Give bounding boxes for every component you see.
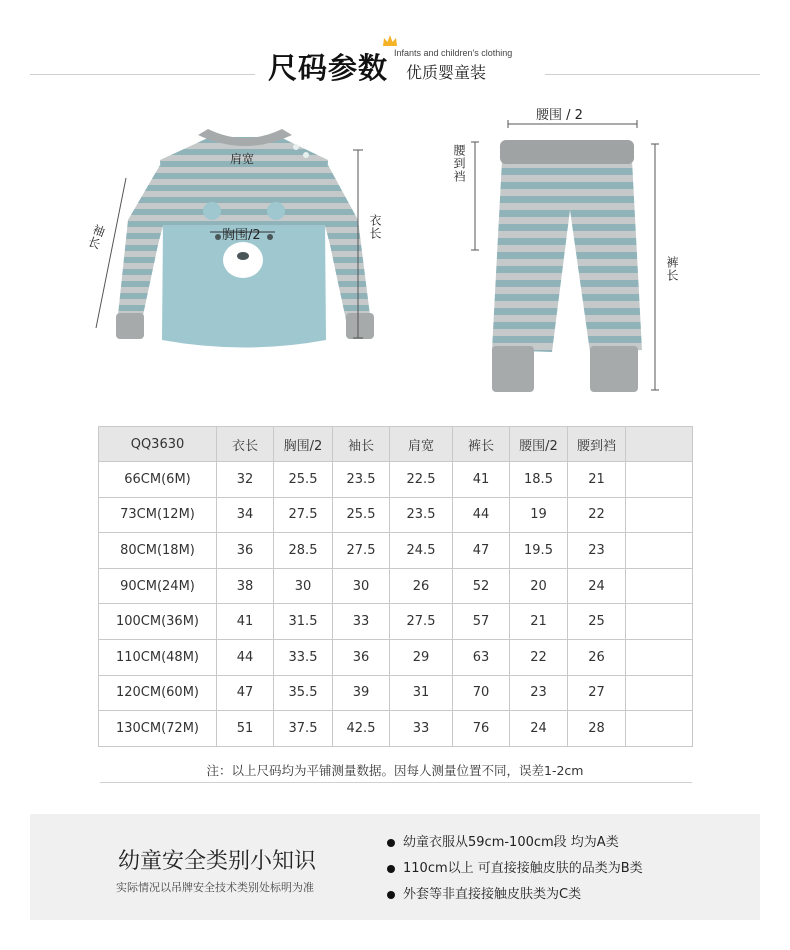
measure-cell: 35.5 <box>274 675 333 711</box>
shoulder-label: 肩宽 <box>230 152 255 166</box>
page-title: 尺码参数 <box>268 51 389 85</box>
pants-length-label: 裤长 <box>665 256 679 282</box>
measure-cell <box>626 533 693 569</box>
measure-cell: 44 <box>453 497 510 533</box>
tips-list-item <box>385 860 643 886</box>
tips-title: 幼童安全类别小知识 <box>118 849 317 874</box>
header-subtitle-en: Infants and children's clothing <box>394 48 513 58</box>
measure-cell: 22.5 <box>390 462 453 498</box>
measure-cell: 36 <box>333 639 390 675</box>
safety-tips-panel <box>30 814 760 920</box>
measure-cell: 28.5 <box>274 533 333 569</box>
table-row <box>99 604 693 640</box>
tips-subtitle: 实际情况以吊牌安全技术类别处标明为准 <box>116 881 314 894</box>
table-row <box>99 568 693 604</box>
table-row <box>99 675 693 711</box>
measure-cell: 29 <box>390 639 453 675</box>
measure-cell: 44 <box>217 639 274 675</box>
measure-cell: 19.5 <box>510 533 568 569</box>
measure-cell: 47 <box>453 533 510 569</box>
measure-cell <box>626 604 693 640</box>
measure-cell <box>626 462 693 498</box>
measure-cell: 63 <box>453 639 510 675</box>
bullet-icon <box>387 891 395 899</box>
measure-cell <box>626 675 693 711</box>
size-cell: 90CM(24M) <box>99 568 217 604</box>
table-body <box>99 462 693 747</box>
table-header-cell: 胸围/2 <box>274 427 333 462</box>
measure-cell <box>626 711 693 747</box>
measure-cell: 23.5 <box>390 497 453 533</box>
measure-cell: 27 <box>568 675 626 711</box>
measure-cell: 41 <box>453 462 510 498</box>
measure-cell: 27.5 <box>274 497 333 533</box>
tips-item-text: 110cm以上 可直接接触皮肤的品类为B类 <box>403 861 643 876</box>
measure-cell <box>626 497 693 533</box>
measure-cell: 47 <box>217 675 274 711</box>
measure-cell: 26 <box>390 568 453 604</box>
measure-cell: 52 <box>453 568 510 604</box>
bullet-icon <box>387 865 395 873</box>
measure-cell: 20 <box>510 568 568 604</box>
measure-cell: 21 <box>510 604 568 640</box>
pants-measure-lines <box>455 118 665 398</box>
bullet-icon <box>387 839 395 847</box>
tips-item-text: 幼童衣服从59cm-100cm段 均为A类 <box>403 835 619 850</box>
measure-cell: 22 <box>510 639 568 675</box>
measure-cell: 26 <box>568 639 626 675</box>
size-cell: 100CM(36M) <box>99 604 217 640</box>
table-header-cell: QQ3630 <box>99 427 217 462</box>
measurement-note: 注：以上尺码均为平铺测量数据。因每人测量位置不同，误差1-2cm <box>206 763 584 778</box>
measure-cell: 24.5 <box>390 533 453 569</box>
table-row <box>99 711 693 747</box>
measure-cell: 23 <box>568 533 626 569</box>
measure-cell: 25 <box>568 604 626 640</box>
measure-cell: 42.5 <box>333 711 390 747</box>
table-header-cell: 衣长 <box>217 427 274 462</box>
note-divider <box>100 782 692 783</box>
measure-cell: 76 <box>453 711 510 747</box>
table-row <box>99 497 693 533</box>
table-header-row <box>99 427 693 462</box>
size-cell: 110CM(48M) <box>99 639 217 675</box>
measure-cell: 22 <box>568 497 626 533</box>
size-table <box>98 426 693 747</box>
measure-cell <box>626 568 693 604</box>
table-header-cell: 裤长 <box>453 427 510 462</box>
tips-item-text: 外套等非直接接触皮肤类为C类 <box>403 887 582 902</box>
table-row <box>99 462 693 498</box>
tips-list-item <box>385 886 643 912</box>
measure-cell: 39 <box>333 675 390 711</box>
measure-cell: 28 <box>568 711 626 747</box>
crown-icon <box>382 34 398 48</box>
measure-cell: 23 <box>510 675 568 711</box>
measure-cell: 25.5 <box>274 462 333 498</box>
table-header-cell: 腰围/2 <box>510 427 568 462</box>
table-row <box>99 639 693 675</box>
measure-cell: 23.5 <box>333 462 390 498</box>
table-header-cell: 袖长 <box>333 427 390 462</box>
waist-label: 腰围 / 2 <box>536 108 583 123</box>
rise-label: 腰到裆 <box>452 144 466 183</box>
size-cell: 80CM(18M) <box>99 533 217 569</box>
measure-cell: 24 <box>510 711 568 747</box>
measure-cell: 37.5 <box>274 711 333 747</box>
table-header-cell: 腰到裆 <box>568 427 626 462</box>
measure-cell: 21 <box>568 462 626 498</box>
measure-cell: 33 <box>390 711 453 747</box>
measure-cell: 31 <box>390 675 453 711</box>
measure-cell: 70 <box>453 675 510 711</box>
size-cell: 66CM(6M) <box>99 462 217 498</box>
measure-cell: 24 <box>568 568 626 604</box>
measure-cell: 34 <box>217 497 274 533</box>
size-cell: 73CM(12M) <box>99 497 217 533</box>
table-header-cell: 肩宽 <box>390 427 453 462</box>
measure-cell: 25.5 <box>333 497 390 533</box>
chest-label: 胸围/2 <box>222 228 261 243</box>
measure-cell: 18.5 <box>510 462 568 498</box>
tips-list-item <box>385 834 643 860</box>
measure-cell: 38 <box>217 568 274 604</box>
tips-list <box>385 834 643 912</box>
sleeve-label: 袖长 <box>85 222 108 252</box>
table-row <box>99 533 693 569</box>
size-cell: 120CM(60M) <box>99 675 217 711</box>
measure-cell: 32 <box>217 462 274 498</box>
measure-cell: 27.5 <box>390 604 453 640</box>
measure-cell: 51 <box>217 711 274 747</box>
measure-cell: 33.5 <box>274 639 333 675</box>
measure-cell: 30 <box>333 568 390 604</box>
top-length-label: 衣长 <box>368 214 382 240</box>
measure-cell: 57 <box>453 604 510 640</box>
measure-cell: 31.5 <box>274 604 333 640</box>
measure-cell: 36 <box>217 533 274 569</box>
measure-cell <box>626 639 693 675</box>
table-header-cell <box>626 427 693 462</box>
size-cell: 130CM(72M) <box>99 711 217 747</box>
measure-cell: 33 <box>333 604 390 640</box>
measure-cell: 27.5 <box>333 533 390 569</box>
header-subtitle: 优质婴童装 <box>406 63 487 82</box>
measure-cell: 41 <box>217 604 274 640</box>
measure-cell: 19 <box>510 497 568 533</box>
measure-cell: 30 <box>274 568 333 604</box>
